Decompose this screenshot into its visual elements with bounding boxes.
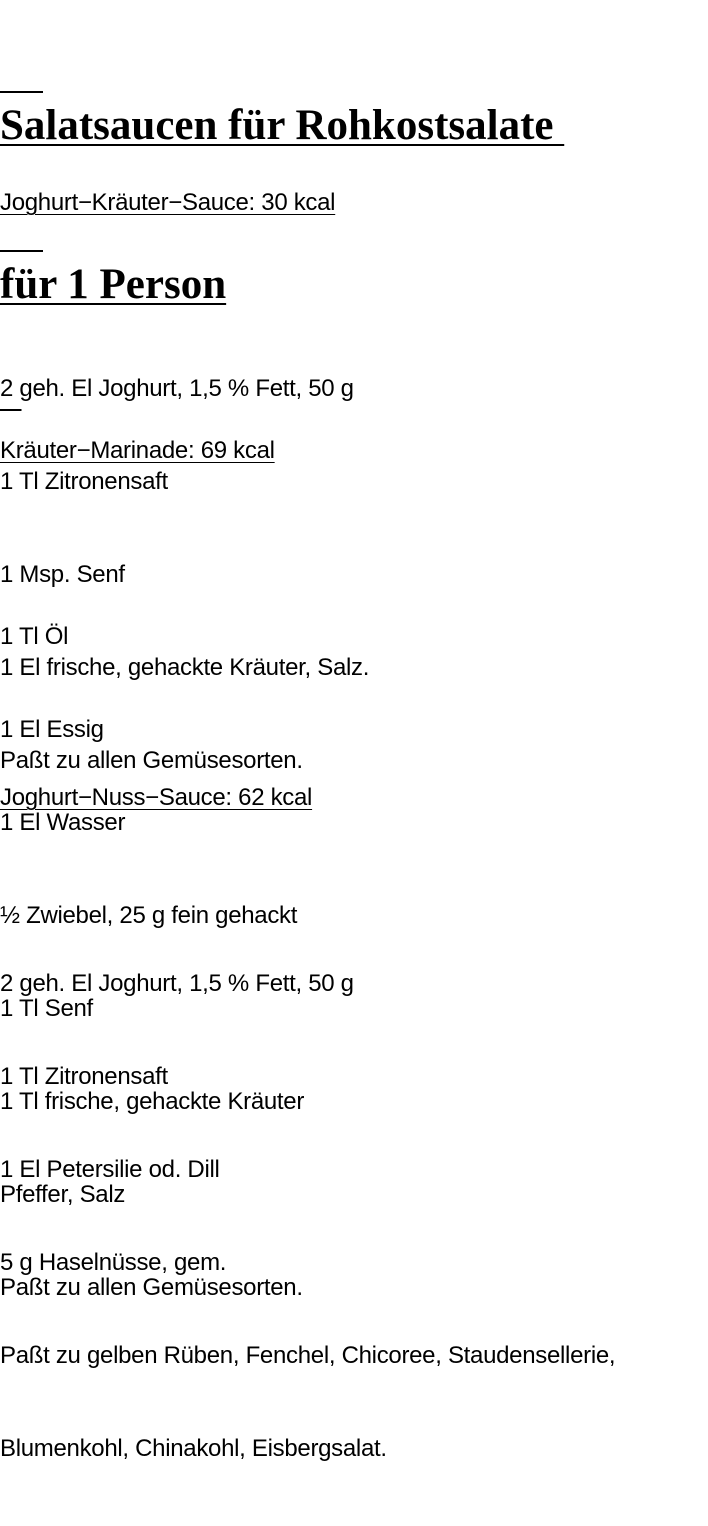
- recipe-line: Pfeffer, Salz: [0, 1181, 126, 1208]
- recipe-line: 1 Tl Zitronensaft: [0, 1063, 168, 1090]
- recipe-joghurt-nuss-sauce: [0, 720, 615, 1526]
- recipe-line: 1 Tl Senf: [0, 995, 93, 1022]
- title-line-2: für 1 Person: [0, 261, 227, 308]
- recipe-line: ½ Zwiebel, 25 g fein gehackt: [0, 902, 298, 929]
- recipe-line: Paßt zu allen Gemüsesorten.: [0, 747, 303, 774]
- recipe-line: Paßt zu gelben Rüben, Fenchel, Chicoree, Staudensellerie,: [0, 1342, 616, 1369]
- recipe-line: 2 geh. El Joghurt, 1,5 % Fett, 50 g: [0, 970, 354, 997]
- recipe-line: 1 El frische, gehackte Kräuter, Salz.: [0, 654, 370, 681]
- recipe-line: 1 Tl Zitronensaft: [0, 468, 168, 495]
- recipe-heading: Kräuter−Marinade: 69 kcal: [0, 437, 275, 464]
- recipe-line: 1 Tl frische, gehackte Kräuter: [0, 1088, 305, 1115]
- recipe-line: 1 El Essig: [0, 716, 104, 743]
- recipe-line: 5 g Haselnüsse, gem.: [0, 1249, 227, 1276]
- recipe-line: Paßt zu allen Gemüsesorten.: [0, 1274, 303, 1301]
- recipe-line: 1 El Petersilie od. Dill: [0, 1156, 220, 1183]
- recipe-heading: Joghurt−Kräuter−Sauce: 30 kcal: [0, 189, 336, 216]
- title-line-1: Salatsaucen für Rohkostsalate: [0, 102, 565, 149]
- recipe-heading: Joghurt−Nuss−Sauce: 62 kcal: [0, 784, 313, 811]
- recipe-line: 1 Msp. Senf: [0, 561, 125, 588]
- recipe-line: Blumenkohl, Chinakohl, Eisbergsalat.: [0, 1435, 387, 1462]
- recipe-line: 1 Tl Öl: [0, 623, 69, 650]
- recipe-line: 2 geh. El Joghurt, 1,5 % Fett, 50 g: [0, 375, 354, 402]
- recipe-line: 1 El Wasser: [0, 809, 126, 836]
